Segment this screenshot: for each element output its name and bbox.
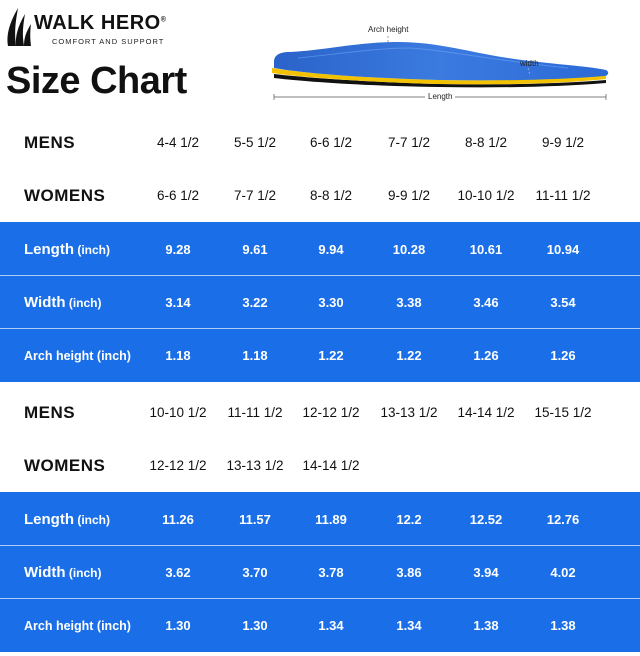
table-cell: 3.38 [396, 295, 422, 310]
table-cell: 8-8 1/2 [464, 135, 508, 150]
table-row [0, 546, 640, 599]
table-cell: 1.30 [242, 618, 268, 633]
table-cell: 5-5 1/2 [233, 135, 277, 150]
table-row [0, 222, 640, 276]
arch-height-label: Arch height [368, 25, 409, 34]
table-cell: 3.46 [473, 295, 499, 310]
table-cell: 10.61 [469, 241, 503, 257]
table-cell: 3.54 [550, 295, 576, 310]
table-cell: 3.62 [165, 565, 191, 580]
table-cell: 1.22 [318, 348, 344, 363]
table-row [0, 439, 640, 492]
row-label: Width (inch) [24, 564, 102, 581]
table-cell: 3.22 [242, 295, 268, 310]
table-cell: 10-10 1/2 [149, 405, 207, 420]
header [0, 0, 640, 110]
table-row [0, 599, 640, 652]
table-cell: 12-12 1/2 [302, 405, 360, 420]
row-label: Arch height (inch) [24, 618, 131, 633]
table-cell: 1.34 [396, 618, 422, 633]
table-row [0, 329, 640, 382]
table-cell: 1.38 [550, 618, 576, 633]
table-cell: 15-15 1/2 [534, 405, 592, 420]
flame-stripes-icon [4, 4, 34, 48]
insole-diagram [268, 18, 612, 108]
table-cell: 1.26 [473, 348, 499, 363]
table-row [0, 492, 640, 546]
table-cell: 10.28 [392, 241, 426, 257]
row-label: Width (inch) [24, 294, 102, 311]
table-cell: 10.94 [546, 241, 580, 257]
table-cell: 14-14 1/2 [457, 405, 515, 420]
table-cell: 1.30 [165, 618, 191, 633]
table-cell: 11.57 [239, 511, 271, 527]
table-cell: 3.78 [318, 565, 344, 580]
table-cell: 14-14 1/2 [302, 458, 360, 473]
table-cell: 9.94 [318, 241, 344, 257]
table-cell: 10-10 1/2 [457, 188, 515, 203]
table-cell: 11-11 1/2 [227, 405, 283, 420]
length-label: Length [425, 92, 455, 101]
table-cell: 6-6 1/2 [309, 135, 353, 150]
table-cell: 1.22 [396, 348, 422, 363]
table-cell: 1.34 [318, 618, 344, 633]
table-cell: 1.38 [473, 618, 499, 633]
row-label: MENS [24, 132, 76, 152]
brand-tagline: COMFORT AND SUPPORT [52, 37, 165, 46]
table-cell: 7-7 1/2 [387, 135, 431, 150]
table-cell: 11.89 [315, 511, 347, 527]
table-cell: 3.30 [318, 295, 344, 310]
table-cell: 4.02 [550, 565, 576, 580]
table-cell: 3.94 [473, 565, 499, 580]
table-row [0, 276, 640, 329]
table-cell: 12.52 [469, 511, 503, 527]
table-cell: 12.2 [396, 511, 422, 527]
table-cell: 9-9 1/2 [541, 135, 585, 150]
table-row [0, 386, 640, 439]
table-cell: 1.18 [165, 348, 191, 363]
table-cell: 1.26 [550, 348, 576, 363]
row-label: WOMENS [24, 455, 106, 475]
brand-name: WALK HERO® [34, 12, 167, 34]
table-cell: 3.14 [165, 295, 191, 310]
table-cell: 12.76 [546, 511, 580, 527]
table-cell: 11-11 1/2 [535, 188, 591, 203]
table-cell: 6-6 1/2 [156, 188, 200, 203]
row-label: Length (inch) [24, 240, 110, 258]
row-label: MENS [24, 402, 76, 422]
table-cell: 13-13 1/2 [380, 405, 438, 420]
brand-logo [4, 4, 184, 48]
row-label: Arch height (inch) [24, 348, 131, 363]
table-row [0, 169, 640, 222]
table-cell: 1.18 [242, 348, 268, 363]
table-cell: 9.28 [165, 241, 191, 257]
table-cell: 3.86 [396, 565, 422, 580]
row-label: WOMENS [24, 185, 106, 205]
table-cell: 12-12 1/2 [149, 458, 207, 473]
table-cell: 9-9 1/2 [387, 188, 431, 203]
table-cell: 11.26 [162, 511, 194, 527]
table-cell: 13-13 1/2 [226, 458, 284, 473]
page-title: Size Chart [6, 60, 187, 102]
width-label: width [520, 59, 539, 68]
row-label: Length (inch) [24, 510, 110, 528]
table-cell: 4-4 1/2 [156, 135, 200, 150]
table-cell: 7-7 1/2 [233, 188, 277, 203]
table-cell: 8-8 1/2 [309, 188, 353, 203]
table-cell: 3.70 [242, 565, 268, 580]
table-row [0, 116, 640, 169]
table-cell: 9.61 [242, 241, 268, 257]
